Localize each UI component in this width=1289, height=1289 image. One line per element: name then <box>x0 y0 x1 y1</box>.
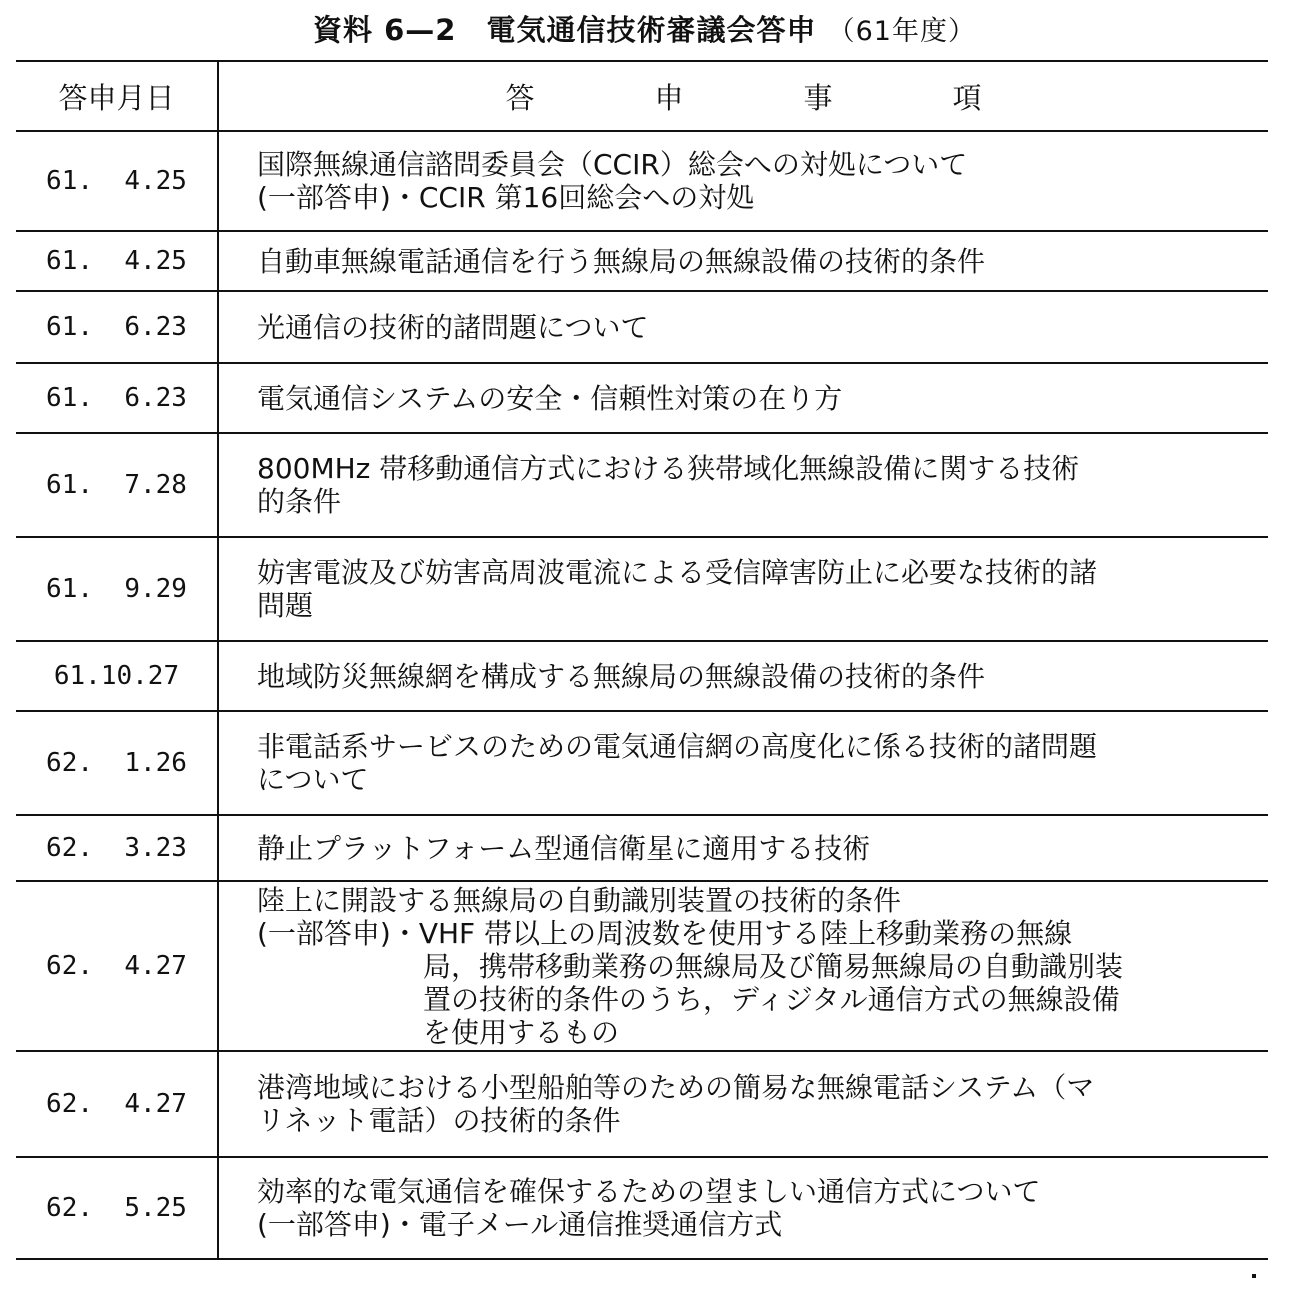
item-text-line: (一部答申)・VHF 帯以上の周波数を使用する陸上移動業務の無線 <box>257 916 1073 950</box>
row-date: 61. 7.28 <box>16 433 218 537</box>
row-item <box>218 815 1268 881</box>
row-item <box>218 231 1268 291</box>
row-date: 61. 6.23 <box>16 363 218 433</box>
row-date: 62. 5.25 <box>16 1157 218 1259</box>
item-text-line: (一部答申)・電子メール通信推奨通信方式 <box>257 1208 783 1241</box>
item-text-line: 非電話系サービスのための電気通信網の高度化に係る技術的諸問題 <box>257 730 1098 763</box>
row-date: 61. 4.25 <box>16 231 218 291</box>
table-row <box>16 1157 1268 1259</box>
item-text-indented-line: 局，携帯移動業務の無線局及び簡易無線局の自動識別装 <box>423 949 1124 983</box>
header-item-char: 事 <box>803 80 833 115</box>
header-items <box>218 61 1268 131</box>
row-item <box>218 433 1268 537</box>
row-item <box>218 131 1268 231</box>
table-row <box>16 231 1268 291</box>
table-row <box>16 711 1268 815</box>
table-header <box>16 61 1268 131</box>
table-row <box>16 363 1268 433</box>
item-text-line: 妨害電波及び妨害高周波電流による受信障害防止に必要な技術的諸 <box>257 556 1098 589</box>
row-date: 61.10.27 <box>16 641 218 711</box>
row-date: 62. 1.26 <box>16 711 218 815</box>
item-text-line: リネット電話）の技術的条件 <box>257 1104 621 1137</box>
row-item <box>218 363 1268 433</box>
row-date: 62. 4.27 <box>16 881 218 1051</box>
document-title <box>0 8 1289 49</box>
row-item <box>218 711 1268 815</box>
header-item-char: 項 <box>952 80 982 115</box>
row-item <box>218 641 1268 711</box>
table-body <box>16 131 1268 1259</box>
report-table <box>16 60 1268 1260</box>
item-text-line: 問題 <box>257 589 314 622</box>
header-item-char: 申 <box>654 80 684 115</box>
row-item <box>218 537 1268 641</box>
table-row <box>16 881 1268 1051</box>
title-subtitle: （61年度） <box>827 16 976 47</box>
item-text-line: (一部答申)・CCIR 第16回総会への対処 <box>257 181 755 214</box>
item-text-line: 800MHz 帯移動通信方式における狭帯域化無線設備に関する技術 <box>257 452 1080 485</box>
item-text-line: 陸上に開設する無線局の自動識別装置の技術的条件 <box>257 883 902 917</box>
item-text-indented-line: 置の技術的条件のうち，ディジタル通信方式の無線設備 <box>423 982 1120 1016</box>
table-row <box>16 131 1268 231</box>
page-mark <box>1252 1274 1256 1278</box>
item-text-line: 地域防災無線網を構成する無線局の無線設備の技術的条件 <box>257 659 986 693</box>
row-item <box>218 291 1268 363</box>
item-text-line: について <box>257 763 369 796</box>
row-date: 62. 3.23 <box>16 815 218 881</box>
row-item <box>218 1157 1268 1259</box>
table-row <box>16 641 1268 711</box>
item-text-line: 光通信の技術的諸問題について <box>257 310 649 344</box>
header-date: 答申月日 <box>16 61 218 131</box>
row-date: 61. 6.23 <box>16 291 218 363</box>
table-row <box>16 1051 1268 1157</box>
table-row <box>16 815 1268 881</box>
row-date: 62. 4.27 <box>16 1051 218 1157</box>
row-item <box>218 1051 1268 1157</box>
table-row <box>16 433 1268 537</box>
item-text-line: 港湾地域における小型船舶等のための簡易な無線電話システム（マ <box>257 1071 1095 1104</box>
item-text-line: 国際無線通信諮問委員会（CCIR）総会への対処について <box>257 148 968 181</box>
row-item <box>218 881 1268 1051</box>
item-text-indented-line: を使用するもの <box>423 1015 620 1049</box>
item-text-line: 自動車無線電話通信を行う無線局の無線設備の技術的条件 <box>257 244 986 278</box>
row-date: 61. 4.25 <box>16 131 218 231</box>
header-row <box>16 61 1268 131</box>
header-item-char: 答 <box>505 80 535 115</box>
row-date: 61. 9.29 <box>16 537 218 641</box>
item-text-line: 効率的な電気通信を確保するための望ましい通信方式について <box>257 1175 1041 1208</box>
table-row <box>16 291 1268 363</box>
item-text-line: 的条件 <box>257 485 342 518</box>
table-row <box>16 537 1268 641</box>
item-text-line: 電気通信システムの安全・信頼性対策の在り方 <box>257 381 843 415</box>
title-main: 資料 6—2 電気通信技術審議会答申 <box>313 13 817 47</box>
item-text-line: 静止プラットフォーム型通信衛星に適用する技術 <box>257 831 871 865</box>
